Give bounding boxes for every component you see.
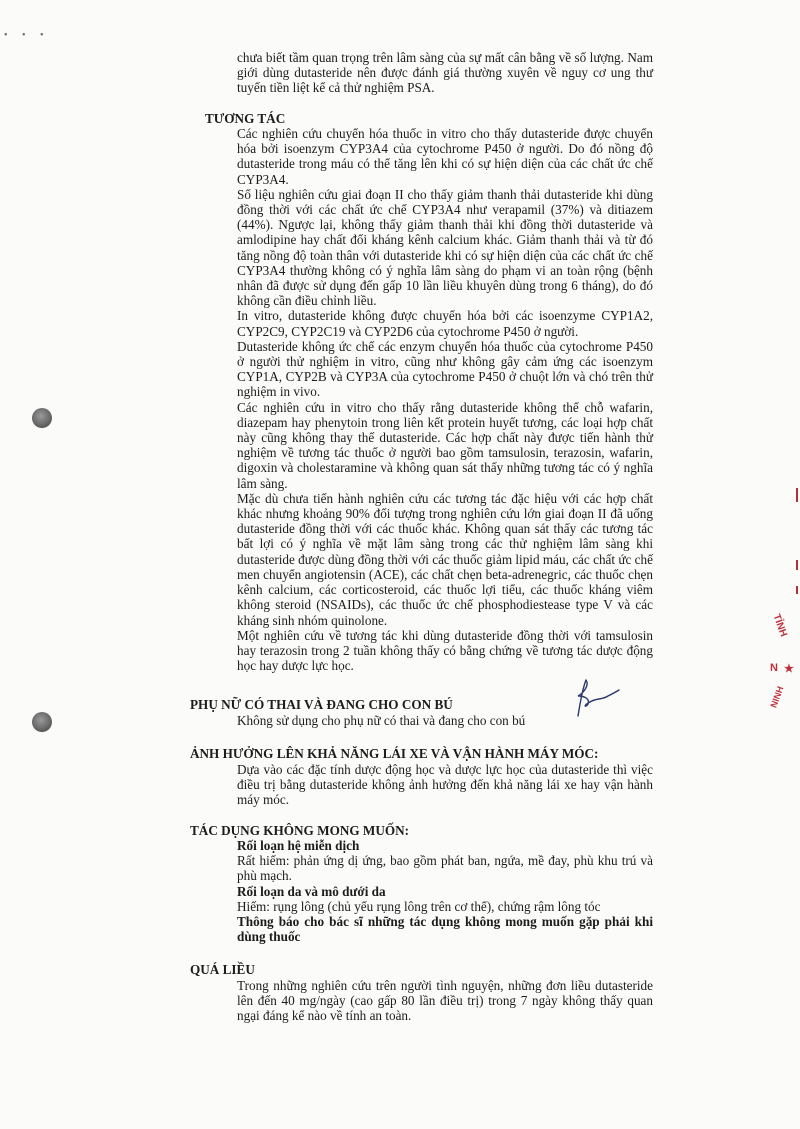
driving-text: Dựa vào các đặc tính dược động học và dược lực học của dutasteride thì việc điều trị bằng dutasteride không ảnh hưởng đến khả năng lái xe hay vận hành máy móc. <box>237 762 653 808</box>
punch-hole-bottom <box>32 712 52 732</box>
overdose-block <box>237 978 653 1024</box>
punch-hole-top <box>32 408 52 428</box>
interactions-paragraph: Dutasteride không ức chế các enzym chuyển hóa thuốc của cytochrome P450 ở người thử nghiệm in vitro, cũng như không gây cảm ứng các isoenzym CYP1A, CYP2B và CYP3A của cytochrome P450 ở chuột lớn và chó trên thử nghiệm in vivo. <box>237 338 653 400</box>
stamp-text: NINH <box>768 684 786 710</box>
skin-disorders-text: Hiếm: rụng lông (chủ yếu rụng lông trên cơ thể), chứng rậm lông tóc <box>237 898 601 914</box>
pregnancy-text: Không sử dụng cho phụ nữ có thai và đang cho con bú <box>237 713 526 728</box>
interactions-paragraph: Một nghiên cứu về tương tác khi dùng dutasteride đồng thời với tamsulosin hay terazosin trong 2 tuần không thấy có bằng chứng về tương tác dược động học hay dược lực học. <box>237 627 653 674</box>
pregnancy-heading: PHỤ NỮ CÓ THAI VÀ ĐANG CHO CON BÚ <box>190 697 453 712</box>
stamp-text: TỈNH <box>770 612 789 639</box>
driving-block <box>237 762 653 808</box>
adverse-notice: Thông báo cho bác sĩ những tác dụng không mong muốn gặp phải khi dùng thuốc <box>237 914 653 945</box>
stamp-text: N <box>770 662 778 674</box>
interactions-heading: TƯƠNG TÁC <box>205 111 286 126</box>
edge-stamp-mark <box>796 560 798 570</box>
adverse-block <box>237 838 653 944</box>
interactions-paragraph: Các nghiên cứu in vitro cho thấy rằng dutasteride không thể chỗ wafarin, diazepam hay phenytoin trong liên kết protein huyết tương, các loại hợp chất này cũng không thay thế dutasteride. Các hợp chất này được tiến hành thử nghiệm về tương tác thuốc ở người bao gồm tamsulosin, terazosin, wafarin, digoxin và cholestaramine và không quan sát thấy những tương tác có ý nghĩa lâm sàng. <box>237 399 653 491</box>
corner-dots: • • • <box>4 30 50 41</box>
skin-disorders-title: Rối loạn da và mô dưới da <box>237 883 386 899</box>
immune-disorders-title: Rối loạn hệ miễn dịch <box>237 838 360 853</box>
interactions-paragraph: Số liệu nghiên cứu giai đoạn II cho thấy giảm thanh thải dutasteride khi dùng đồng thời với các chất ức chế CYP3A4 như verapamil (37%) và ditiazem (44%). Ngược lại, không thấy giảm thanh thải khi đồng thời dutasteride và amlodipine hay chất đối kháng kênh calcium khác. Giảm thanh thải và từ đó tăng nồng độ toàn thân với dutasteride khi có sự hiện diện của các chất ức chế CYP3A4 thường không có ý nghĩa lâm sàng do phạm vi an toàn rộng (bệnh nhân đã được sử dụng đến gấp 10 lần liều khuyên dùng trong 6 tháng), do đó không cần điều chỉnh liều. <box>237 186 653 309</box>
driving-heading: ẢNH HƯỞNG LÊN KHẢ NĂNG LÁI XE VÀ VẬN HÀNH MÁY MÓC: <box>190 746 599 761</box>
edge-stamp-mark <box>796 488 798 502</box>
edge-stamp-mark <box>796 586 798 594</box>
immune-disorders-text: Rất hiếm: phản ứng dị ứng, bao gồm phát ban, ngứa, mề đay, phù khu trú và phù mạch. <box>237 853 653 884</box>
red-stamp-fragment <box>762 602 800 722</box>
interactions-block <box>237 126 653 673</box>
pregnancy-block <box>237 713 653 728</box>
adverse-heading: TÁC DỤNG KHÔNG MONG MUỐN: <box>190 823 410 838</box>
interactions-paragraph: Mặc dù chưa tiến hành nghiên cứu các tương tác đặc hiệu với các hợp chất khác nhưng khoảng 90% đối tượng trong nghiên cứu lớn giai đoạn II đã uống dutasteride đồng thời với các thuốc khác. Không quan sát thấy các tương tác bất lợi có ý nghĩa về mặt lâm sàng trong các thử nghiệm lâm sàng khi dutasteride được dùng đồng thời với các thuốc giảm lipid máu, các chất ức chế men chuyển angiotensin (ACE), các chất chẹn beta-adrenegric, các thuốc chẹn kênh calcium, các corticosteroid, các thuốc lợi tiểu, các thuốc kháng viêm không steroid (NSAIDs), các thuốc ức chế phosphodiestease type V và các kháng sinh nhóm quinolone. <box>237 490 653 628</box>
overdose-text: Trong những nghiên cứu trên người tình nguyện, những đơn liều dutasteride lên đến 40 mg/ngày (cao gấp 80 lần điều trị) trong 7 ngày không thấy quan ngại đáng kể nào về tính an toàn. <box>237 978 653 1024</box>
stamp-star: ★ <box>784 663 794 675</box>
interactions-paragraph: In vitro, dutasteride không được chuyển hóa bởi các isoenzyme CYP1A2, CYP2C9, CYP2C19 và CYP2D6 của cytochrome P450 ở người. <box>237 308 653 339</box>
handwritten-signature <box>568 676 620 718</box>
overdose-heading: QUÁ LIỀU <box>190 962 255 977</box>
continuation-paragraph: chưa biết tầm quan trọng trên lâm sàng của sự mất cân bằng về số lượng. Nam giới dùng dutasteride nên được đánh giá thường xuyên về nguy cơ ung thư tuyến tiền liệt kể cả thử nghiệm PSA. <box>237 50 653 96</box>
interactions-paragraph: Các nghiên cứu chuyển hóa thuốc in vitro cho thấy dutasteride được chuyển hóa bởi isoenzym CYP3A4 của cytochrome P450 ở người. Do đó nồng độ dutasteride trong máu có thể tăng lên khi có sự hiện diện của các chất ức chế CYP3A4. <box>237 126 653 187</box>
continuation-block <box>237 50 653 96</box>
